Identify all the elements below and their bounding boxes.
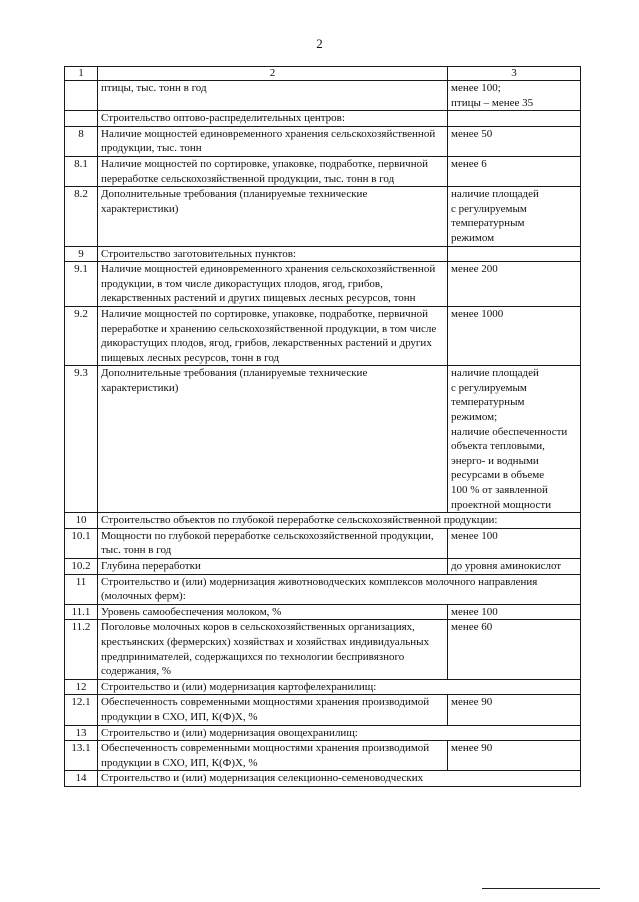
row-number: 9.1: [65, 262, 98, 307]
row-value: менее 100: [448, 604, 581, 620]
row-description: Обеспеченность современными мощностями хранения производимой продукции в СХО, ИП, К(Ф)Х, %: [98, 741, 448, 771]
footer-rule: [482, 888, 600, 889]
row-value: наличие площадей с регулируемым температурным режимом; наличие обеспеченности объекта тепловыми, энерго- и водными ресурсами в объеме 100 % от заявленной проектной мощности: [448, 366, 581, 513]
page-number: 2: [316, 36, 323, 51]
row-number: 11: [65, 574, 98, 604]
table-row: [65, 81, 581, 111]
table-row: [65, 604, 581, 620]
row-description: Строительство заготовительных пунктов:: [98, 246, 448, 262]
table-row: [65, 513, 581, 529]
table-row: [65, 559, 581, 575]
table-row: [65, 771, 581, 787]
row-description: Мощности по глубокой переработке сельскохозяйственной продукции, тыс. тонн в год: [98, 528, 448, 558]
row-number: 8.1: [65, 156, 98, 186]
row-value: менее 1000: [448, 306, 581, 365]
row-number: 9.2: [65, 306, 98, 365]
row-value: менее 90: [448, 741, 581, 771]
table-row: [65, 246, 581, 262]
row-description: Наличие мощностей по сортировке, упаковке, подработке, первичной переработке и хранению сельскохозяйственной продукции, в том числе дикорастущих плодов, ягод, грибов, лекарственных растений и других пищевых лесных ресурсов, тонн в год: [98, 306, 448, 365]
row-number: 11.1: [65, 604, 98, 620]
row-value: наличие площадей с регулируемым температурным режимом: [448, 187, 581, 246]
row-number: 10.2: [65, 559, 98, 575]
table-row: [65, 741, 581, 771]
row-number: 10: [65, 513, 98, 529]
section-heading: Строительство и (или) модернизация животноводческих комплексов молочного направления (молочных ферм):: [98, 574, 581, 604]
table-row: [65, 126, 581, 156]
requirements-table: [64, 66, 581, 787]
table-row: [65, 679, 581, 695]
table-row: [65, 306, 581, 365]
row-value: менее 50: [448, 126, 581, 156]
row-description: Уровень самообеспечения молоком, %: [98, 604, 448, 620]
row-description: Дополнительные требования (планируемые технические характеристики): [98, 366, 448, 513]
row-number: [65, 111, 98, 127]
row-description: Строительство оптово-распределительных центров:: [98, 111, 448, 127]
row-number: 13.1: [65, 741, 98, 771]
row-description: Обеспеченность современными мощностями хранения производимой продукции в СХО, ИП, К(Ф)Х, %: [98, 695, 448, 725]
row-number: 14: [65, 771, 98, 787]
table-row: [65, 528, 581, 558]
table-row: [65, 695, 581, 725]
row-value: [448, 246, 581, 262]
row-value: менее 6: [448, 156, 581, 186]
row-description: Дополнительные требования (планируемые технические характеристики): [98, 187, 448, 246]
row-description: Наличие мощностей по сортировке, упаковке, подработке, первичной переработке сельскохозяйственной продукции, тыс. тонн в год: [98, 156, 448, 186]
table-row: [65, 111, 581, 127]
row-description: Наличие мощностей единовременного хранения сельскохозяйственной продукции, в том числе дикорастущих плодов, ягод, грибов, лекарственных растений и других пищевых лесных ресурсов, тонн: [98, 262, 448, 307]
row-number: 8: [65, 126, 98, 156]
table-row: [65, 574, 581, 604]
table-row: [65, 620, 581, 679]
row-value: менее 100; птицы – менее 35: [448, 81, 581, 111]
row-number: [65, 81, 98, 111]
table-row: [65, 156, 581, 186]
column-value-header: 3: [448, 67, 581, 81]
row-description: Наличие мощностей единовременного хранения сельскохозяйственной продукции, тыс. тонн: [98, 126, 448, 156]
row-number: 8.2: [65, 187, 98, 246]
column-number-header: 1: [65, 67, 98, 81]
row-value: [448, 111, 581, 127]
section-heading: Строительство и (или) модернизация селекционно-семеноводческих: [98, 771, 581, 787]
row-description: птицы, тыс. тонн в год: [98, 81, 448, 111]
table-row: [65, 262, 581, 307]
section-heading: Строительство объектов по глубокой переработке сельскохозяйственной продукции:: [98, 513, 581, 529]
row-value: до уровня аминокислот: [448, 559, 581, 575]
row-value: менее 90: [448, 695, 581, 725]
row-value: менее 200: [448, 262, 581, 307]
row-description: Глубина переработки: [98, 559, 448, 575]
row-number: 9: [65, 246, 98, 262]
row-number: 9.3: [65, 366, 98, 513]
row-number: 12.1: [65, 695, 98, 725]
table-body: [65, 67, 581, 787]
header-row: [65, 67, 581, 81]
row-number: 13: [65, 725, 98, 741]
row-description: Поголовье молочных коров в сельскохозяйственных организациях, крестьянских (фермерских) хозяйствах и хозяйствах индивидуальных предпринимателей, содержащихся по технологии беспривязного содержания, %: [98, 620, 448, 679]
table-row: [65, 366, 581, 513]
section-heading: Строительство и (или) модернизация картофелехранилищ:: [98, 679, 581, 695]
row-value: менее 60: [448, 620, 581, 679]
row-number: 10.1: [65, 528, 98, 558]
column-description-header: 2: [98, 67, 448, 81]
row-number: 12: [65, 679, 98, 695]
row-value: менее 100: [448, 528, 581, 558]
row-number: 11.2: [65, 620, 98, 679]
section-heading: Строительство и (или) модернизация овощехранилищ:: [98, 725, 581, 741]
table-row: [65, 725, 581, 741]
table-row: [65, 187, 581, 246]
